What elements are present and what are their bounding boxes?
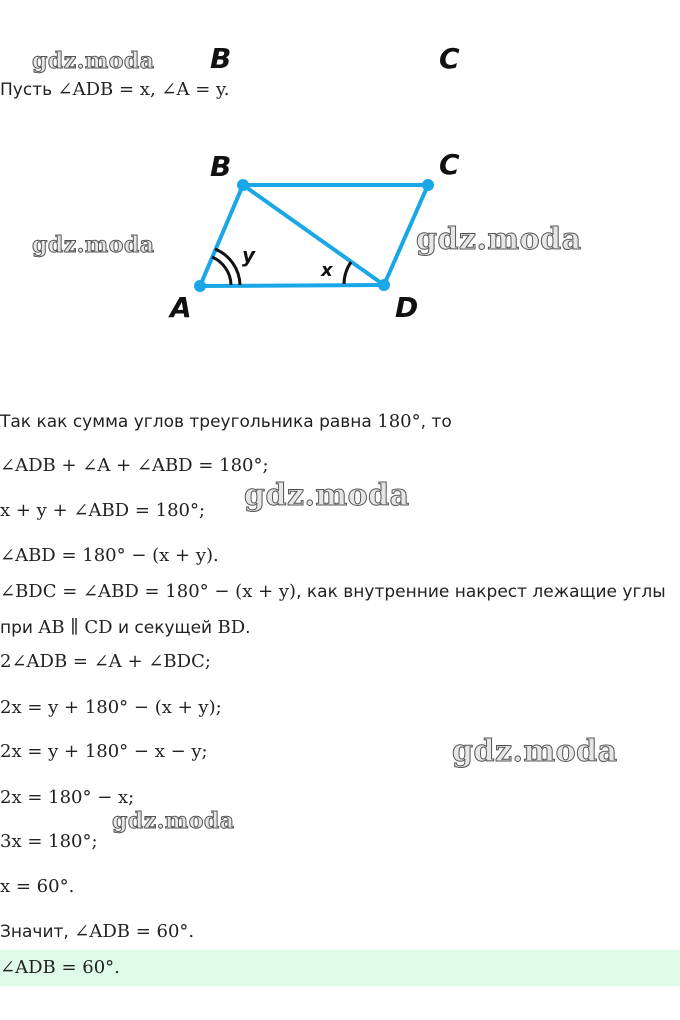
line1-text: Так как сумма углов треугольника равна — [0, 412, 378, 432]
point-d — [378, 279, 390, 291]
answer-text: ∠ADB = 60°. — [0, 957, 120, 978]
point-c — [422, 179, 434, 191]
intro-line — [0, 78, 230, 102]
solution-line-7: 2∠ADB = ∠A + ∠BDC; — [0, 651, 211, 672]
solution-line-1 — [0, 410, 452, 434]
solution-line-13 — [0, 920, 194, 944]
line13-text: Значит, — [0, 922, 75, 942]
solution-line-3: x + y + ∠ABD = 180°; — [0, 500, 206, 521]
line5-math: ∠BDC = ∠ABD = 180° − (x + y) — [0, 581, 297, 602]
solution-line-4: ∠ABD = 180° − (x + y). — [0, 545, 219, 566]
watermark-1: gdz.moda — [32, 48, 155, 74]
angle-a-arc-inner — [212, 257, 231, 285]
solution-line-12: x = 60°. — [0, 876, 75, 897]
intro-formula: ∠ADB = x, ∠A = y. — [57, 79, 230, 100]
line6-mid: и секущей — [112, 618, 218, 638]
side-ad — [200, 285, 384, 286]
watermark-5: gdz.moda — [452, 734, 618, 769]
line6-tail: . — [245, 618, 251, 638]
watermark-6: gdz.moda — [112, 808, 235, 834]
diagonal-bd — [243, 185, 384, 285]
line1-math: 180° — [377, 411, 421, 432]
line13-math: ∠ADB = 60°. — [74, 921, 195, 942]
line1-tail: , то — [420, 412, 452, 432]
intro-text: Пусть — [0, 80, 53, 100]
angle-d-arc — [344, 262, 351, 284]
top-label-b: B — [210, 42, 232, 75]
point-a — [194, 280, 206, 292]
solution-line-10: 2x = 180° − x; — [0, 787, 135, 808]
line6-math2: BD — [217, 617, 246, 638]
top-label-c: C — [439, 42, 460, 75]
solution-line-8: 2x = y + 180° − (x + y); — [0, 697, 222, 718]
point-b — [237, 179, 249, 191]
answer-box — [0, 950, 680, 986]
solution-line-9: 2x = y + 180° − x − y; — [0, 741, 208, 762]
line5-text: , как внутренние накрест лежащие углы — [296, 582, 666, 602]
vertex-label-d: D — [395, 291, 419, 324]
watermark-2: gdz.moda — [32, 232, 155, 258]
angle-y-label: y — [242, 243, 256, 267]
angle-a-arc-outer — [215, 249, 240, 285]
solution-line-2: ∠ADB + ∠A + ∠ABD = 180°; — [0, 455, 269, 476]
solution-line-6 — [0, 616, 251, 640]
vertex-label-c: C — [439, 148, 460, 181]
watermark-3: gdz.moda — [416, 222, 582, 257]
vertex-label-a: A — [170, 291, 192, 324]
angle-x-label: x — [321, 260, 333, 281]
vertex-label-b: B — [210, 150, 232, 183]
line6-pre: при — [0, 618, 39, 638]
line6-math: AB ∥ CD — [38, 617, 113, 638]
solution-line-5 — [0, 580, 666, 604]
watermark-4: gdz.moda — [244, 478, 410, 513]
solution-line-11: 3x = 180°; — [0, 831, 98, 852]
